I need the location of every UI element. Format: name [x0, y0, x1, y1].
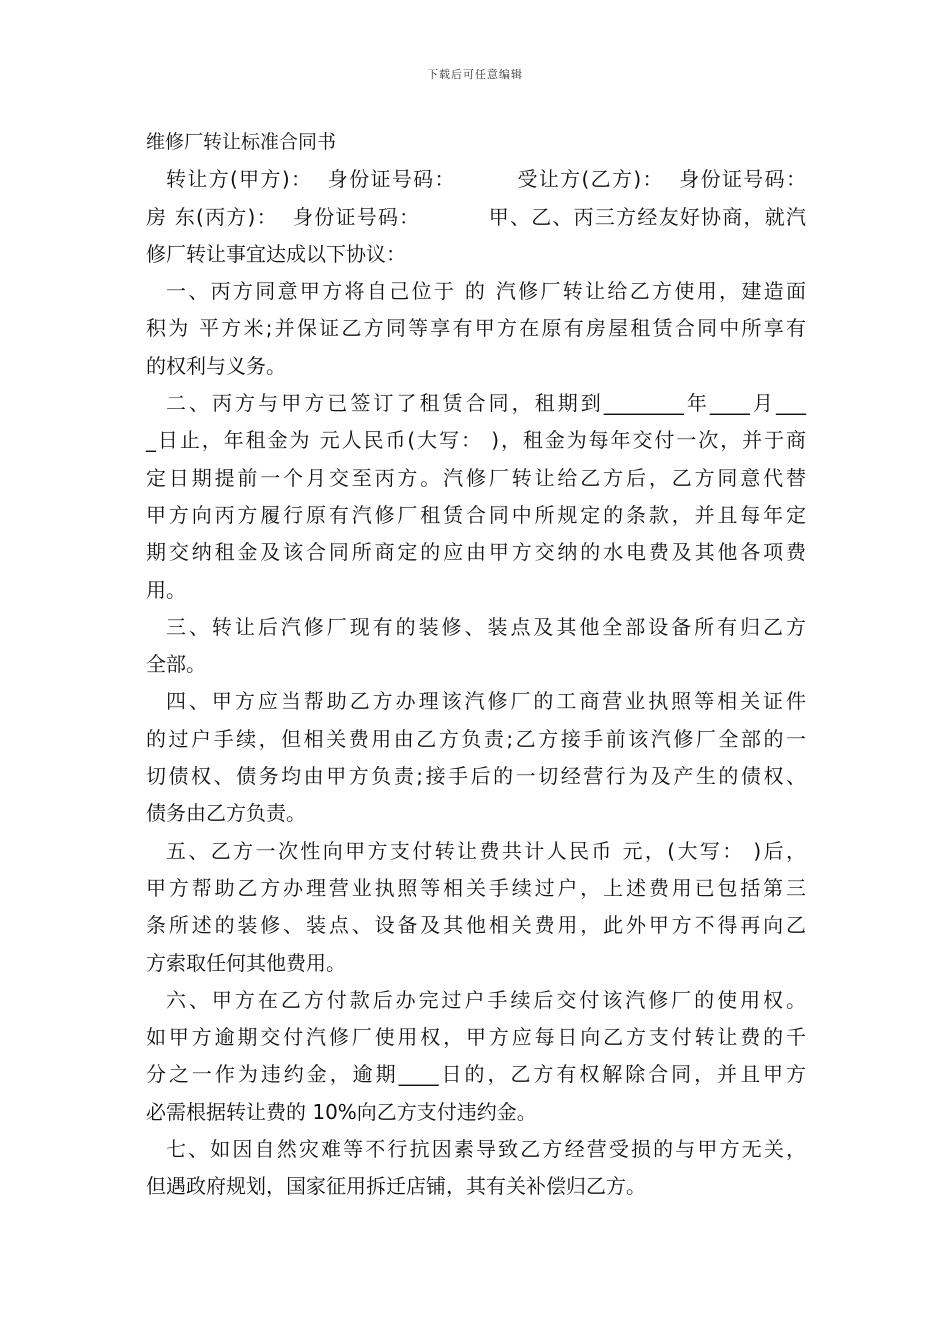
text-line: _日止，年租金为 元人民币(大写： )，租金为每年交付一次，并于商 [146, 428, 806, 453]
text-line: 债务由乙方负责。 [146, 801, 306, 826]
text-line: 期交纳租金及该合同所商定的应由甲方交纳的水电费及其他各项费 [146, 540, 806, 565]
text-line: 方索取任何其他费用。 [146, 950, 346, 975]
text-line: 的权利与义务。 [146, 353, 286, 378]
text-line: 一、丙方同意甲方将自己位于 的 汽修厂转让给乙方使用，建造面 [166, 279, 806, 304]
text-line: 全部。 [146, 652, 206, 677]
text-line: 切债权、债务均由甲方负责;接手后的一切经营行为及产生的债权、 [146, 764, 806, 789]
text-line: 三、转让后汽修厂现有的装修、装点及其他全部设备所有归乙方 [166, 614, 806, 639]
text-line: 甲方帮助乙方办理营业执照等相关手续过户，上述费用已包括第三 [146, 875, 806, 900]
text-line: 修厂转让事宜达成以下协议： [146, 241, 406, 266]
header-note: 下载后可任意编辑 [427, 68, 523, 81]
text-line: 的过户手续，但相关费用由乙方负责;乙方接手前该汽修厂全部的一 [146, 726, 806, 751]
text-line: 七、如因自然灾难等不行抗因素导致乙方经营受损的与甲方无关， [166, 1137, 806, 1162]
text-line: 六、甲方在乙方付款后办完过户手续后交付该汽修厂的使用权。 [166, 987, 806, 1012]
text-line: 分之一作为违约金，逾期____日的，乙方有权解除合同，并且甲方 [146, 1062, 806, 1087]
text-line: 定日期提前一个月交至丙方。汽修厂转让给乙方后，乙方同意代替 [146, 465, 806, 490]
text-line: 条所述的装修、装点、设备及其他相关费用，此外甲方不得再向乙 [146, 913, 806, 938]
text-line: 如甲方逾期交付汽修厂使用权，甲方应每日向乙方支付转让费的千 [146, 1025, 806, 1050]
document-title: 维修厂转让标准合同书 [146, 131, 337, 153]
text-line: 必需根据转让费的 10%向乙方支付违约金。 [146, 1099, 537, 1124]
text-line: 二、丙方与甲方已签订了租赁合同，租期到________年____月___ [166, 391, 806, 416]
text-line: 积为 平方米;并保证乙方同等享有甲方在原有房屋租赁合同中所享有 [146, 316, 806, 341]
text-line: 甲方向丙方履行原有汽修厂租赁合同中所规定的条款，并且每年定 [146, 502, 806, 527]
text-line: 但遇政府规划，国家征用拆迁店铺，其有关补偿归乙方。 [146, 1174, 646, 1199]
text-line: 五、乙方一次性向甲方支付转让费共计人民币 元，(大写： )后， [166, 838, 806, 863]
contract-body [146, 124, 806, 1206]
text-line: 房 东(丙方)： 身份证号码： 甲、乙、丙三方经友好协商，就汽 [146, 204, 806, 229]
text-line: 四、甲方应当帮助乙方办理该汽修厂的工商营业执照等相关证件 [166, 689, 806, 714]
text-line: 转让方(甲方)： 身份证号码： 受让方(乙方)： 身份证号码： [166, 167, 806, 192]
text-line: 用。 [146, 577, 186, 602]
